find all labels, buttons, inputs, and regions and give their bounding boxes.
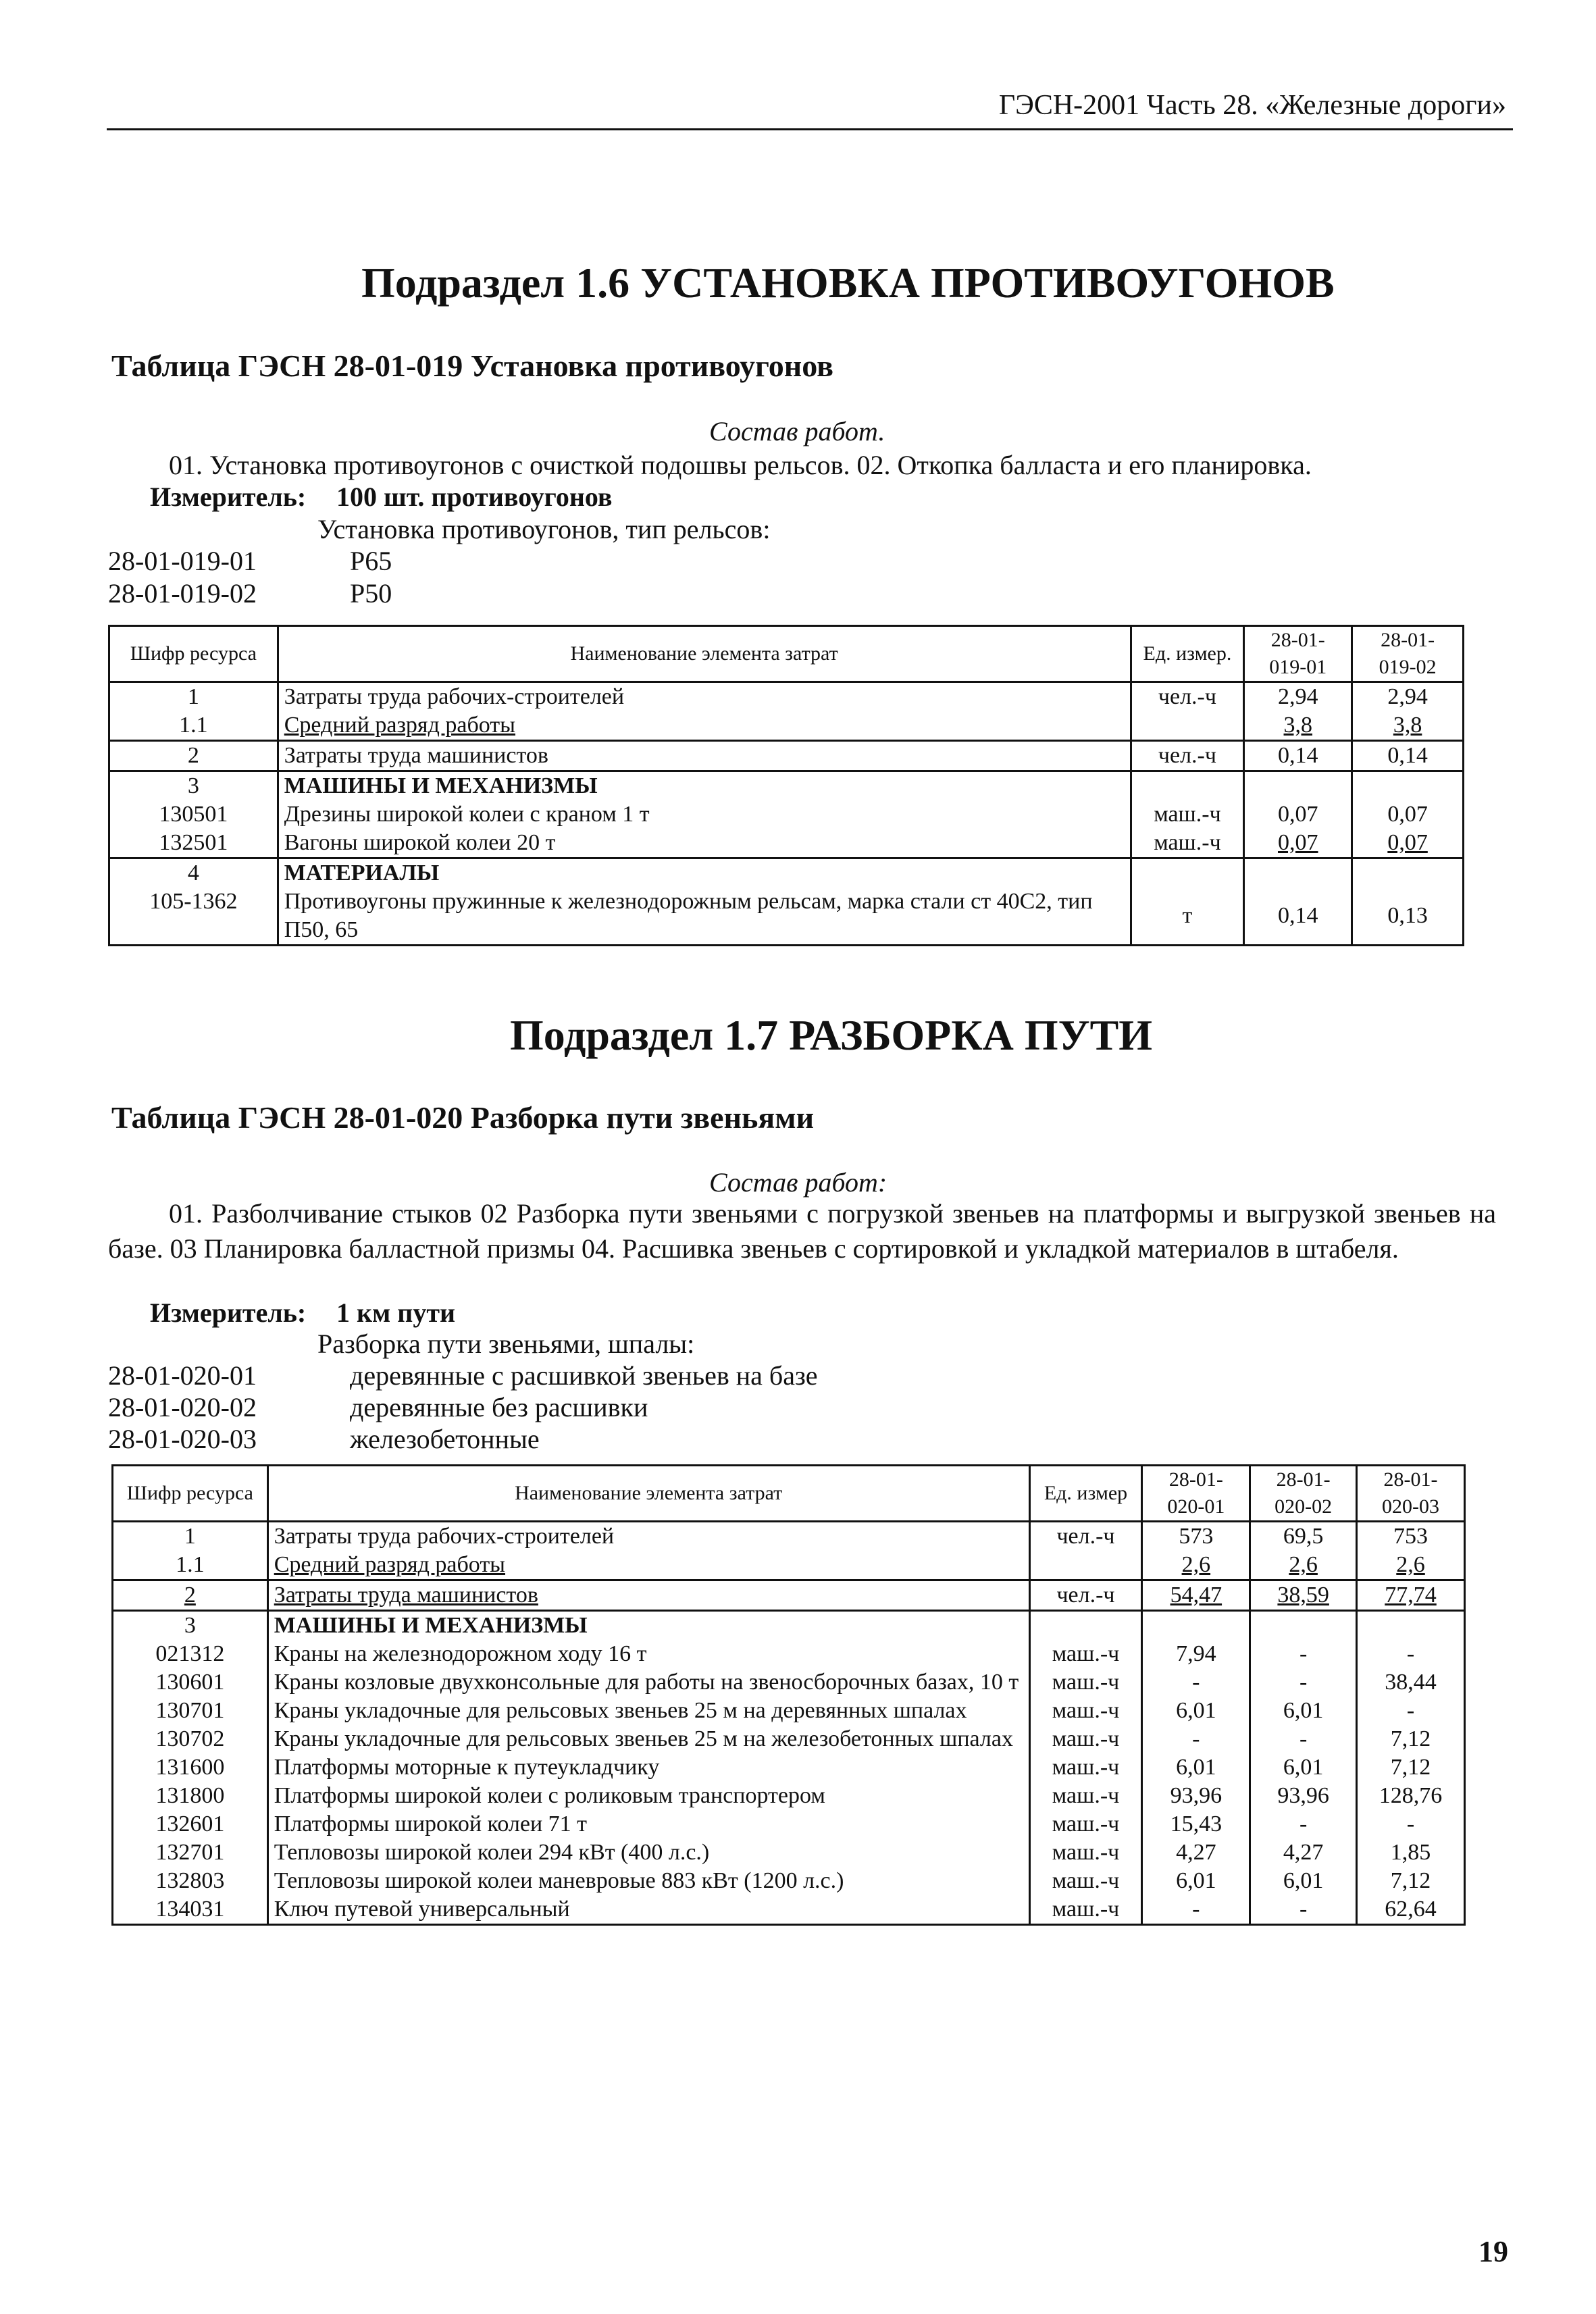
table-row bbox=[113, 1580, 1465, 1611]
cell-value: - bbox=[1142, 1725, 1250, 1753]
table-row bbox=[113, 1782, 1465, 1810]
cell-name: Затраты труда рабочих-строителей bbox=[267, 1522, 1029, 1551]
cell-value: 2,94 bbox=[1244, 682, 1352, 712]
cell-value: - bbox=[1357, 1640, 1465, 1668]
section-title: Подраздел 1.7 РАЗБОРКА ПУТИ bbox=[510, 1011, 1153, 1059]
header-col: 28-01- 019-01 bbox=[1244, 626, 1352, 682]
cell-value: 77,74 bbox=[1357, 1580, 1465, 1611]
cell-code: 1 bbox=[113, 1522, 268, 1551]
cell-unit: чел.-ч bbox=[1131, 682, 1244, 712]
cell-name: МАТЕРИАЛЫ bbox=[278, 858, 1131, 888]
cell-name: Платформы широкой колеи с роликовым транспортером bbox=[267, 1782, 1029, 1810]
table-row bbox=[113, 1551, 1465, 1580]
resource-table-019 bbox=[108, 625, 1464, 946]
table-row bbox=[109, 711, 1464, 741]
cell-name: Платформы моторные к путеукладчику bbox=[267, 1753, 1029, 1782]
header-rule bbox=[107, 128, 1513, 130]
cell-unit bbox=[1029, 1551, 1142, 1580]
table-row bbox=[113, 1668, 1465, 1697]
variant-code: 28-01-020-02 bbox=[108, 1392, 257, 1422]
cell-unit: маш.-ч bbox=[1029, 1753, 1142, 1782]
table-title: Таблица ГЭСН 28-01-020 Разборка пути звеньями bbox=[111, 1100, 815, 1135]
header-col: 28-01- 020-01 bbox=[1142, 1466, 1250, 1522]
cell-name: Затраты труда машинистов bbox=[267, 1580, 1029, 1611]
cell-name: Тепловозы широкой колеи 294 кВт (400 л.с.) bbox=[267, 1839, 1029, 1867]
measure-value: 1 км пути bbox=[336, 1297, 456, 1328]
cell-value: 6,01 bbox=[1142, 1753, 1250, 1782]
cell-value: 0,14 bbox=[1244, 741, 1352, 771]
cell-code: 134031 bbox=[113, 1895, 268, 1925]
cell-name: Платформы широкой колеи 71 т bbox=[267, 1810, 1029, 1839]
cell-unit: маш.-ч bbox=[1029, 1725, 1142, 1753]
cell-unit: маш.-ч bbox=[1029, 1668, 1142, 1697]
page-number: 19 bbox=[1478, 2235, 1508, 2268]
cell-name: Краны укладочные для рельсовых звеньев 25 м на железобетонных шпалах bbox=[267, 1725, 1029, 1753]
table-row bbox=[113, 1640, 1465, 1668]
variant-code: 28-01-019-01 bbox=[108, 546, 257, 576]
cell-name: МАШИНЫ И МЕХАНИЗМЫ bbox=[267, 1611, 1029, 1641]
variant-heading: Разборка пути звеньями, шпалы: bbox=[317, 1329, 695, 1359]
cell-value: 0,07 bbox=[1244, 800, 1352, 829]
cell-value bbox=[1357, 1611, 1465, 1641]
cell-name: Ключ путевой универсальный bbox=[267, 1895, 1029, 1925]
header-unit: Ед. измер bbox=[1029, 1466, 1142, 1522]
variant-code: 28-01-020-03 bbox=[108, 1424, 257, 1454]
cell-value: 7,12 bbox=[1357, 1725, 1465, 1753]
cell-value: - bbox=[1250, 1810, 1357, 1839]
cell-name: Вагоны широкой колеи 20 т bbox=[278, 829, 1131, 858]
cell-value: 0,07 bbox=[1244, 829, 1352, 858]
table-row bbox=[109, 858, 1464, 888]
cell-value: 3,8 bbox=[1244, 711, 1352, 741]
cell-name: Дрезины широкой колеи с краном 1 т bbox=[278, 800, 1131, 829]
header-name: Наименование элемента затрат bbox=[267, 1466, 1029, 1522]
cell-name: Затраты труда рабочих-строителей bbox=[278, 682, 1131, 712]
cell-unit: т bbox=[1131, 888, 1244, 946]
cell-code: 132701 bbox=[113, 1839, 268, 1867]
cell-value: 128,76 bbox=[1357, 1782, 1465, 1810]
cell-unit: чел.-ч bbox=[1029, 1580, 1142, 1611]
table-row bbox=[109, 829, 1464, 858]
variant-name: деревянные с расшивкой звеньев на базе bbox=[350, 1360, 818, 1391]
cell-value: 93,96 bbox=[1142, 1782, 1250, 1810]
table-row bbox=[113, 1611, 1465, 1641]
cell-name: Тепловозы широкой колеи маневровые 883 кВт (1200 л.с.) bbox=[267, 1867, 1029, 1895]
table-row bbox=[109, 741, 1464, 771]
cell-value: - bbox=[1250, 1640, 1357, 1668]
cell-value: 38,59 bbox=[1250, 1580, 1357, 1611]
cell-value bbox=[1244, 858, 1352, 888]
cell-unit: чел.-ч bbox=[1029, 1522, 1142, 1551]
cell-code: 021312 bbox=[113, 1640, 268, 1668]
cell-value bbox=[1352, 771, 1464, 801]
cell-code: 132501 bbox=[109, 829, 278, 858]
cell-code: 4 bbox=[109, 858, 278, 888]
cell-unit: маш.-ч bbox=[1131, 800, 1244, 829]
cell-code: 3 bbox=[109, 771, 278, 801]
cell-code: 1.1 bbox=[109, 711, 278, 741]
cell-code: 3 bbox=[113, 1611, 268, 1641]
cell-code: 132601 bbox=[113, 1810, 268, 1839]
cell-value bbox=[1142, 1611, 1250, 1641]
header-col: 28-01- 019-02 bbox=[1352, 626, 1464, 682]
cell-unit: маш.-ч bbox=[1029, 1782, 1142, 1810]
table-row bbox=[113, 1725, 1465, 1753]
cell-value: 6,01 bbox=[1250, 1867, 1357, 1895]
cell-value: 6,01 bbox=[1142, 1867, 1250, 1895]
variant-name: железобетонные bbox=[350, 1424, 540, 1454]
cell-unit: чел.-ч bbox=[1131, 741, 1244, 771]
resource-table-020 bbox=[111, 1464, 1466, 1926]
composition-label: Состав работ: bbox=[709, 1167, 887, 1198]
cell-code: 131800 bbox=[113, 1782, 268, 1810]
cell-value: 3,8 bbox=[1352, 711, 1464, 741]
cell-value bbox=[1352, 858, 1464, 888]
cell-value: 69,5 bbox=[1250, 1522, 1357, 1551]
cell-name: Краны козловые двухконсольные для работы на звеносборочных базах, 10 т bbox=[267, 1668, 1029, 1697]
cell-unit bbox=[1131, 858, 1244, 888]
cell-unit: маш.-ч bbox=[1029, 1839, 1142, 1867]
cell-value: - bbox=[1142, 1895, 1250, 1925]
cell-value: 0,07 bbox=[1352, 829, 1464, 858]
cell-unit bbox=[1029, 1611, 1142, 1641]
header-name: Наименование элемента затрат bbox=[278, 626, 1131, 682]
cell-value: 54,47 bbox=[1142, 1580, 1250, 1611]
table-row bbox=[113, 1522, 1465, 1551]
cell-code: 105-1362 bbox=[109, 888, 278, 946]
measure-label: Измеритель: bbox=[150, 1297, 307, 1328]
variant-name: деревянные без расшивки bbox=[350, 1392, 648, 1422]
cell-value: 7,94 bbox=[1142, 1640, 1250, 1668]
cell-value: 7,12 bbox=[1357, 1867, 1465, 1895]
variant-code: 28-01-020-01 bbox=[108, 1360, 257, 1391]
header-code: Шифр ресурса bbox=[109, 626, 278, 682]
cell-name: Краны укладочные для рельсовых звеньев 25 м на деревянных шпалах bbox=[267, 1697, 1029, 1725]
variant-code: 28-01-019-02 bbox=[108, 578, 257, 609]
cell-value: - bbox=[1250, 1895, 1357, 1925]
measure-value: 100 шт. противоугонов bbox=[336, 482, 613, 512]
table-row bbox=[109, 800, 1464, 829]
cell-value: 6,01 bbox=[1250, 1753, 1357, 1782]
cell-name: Краны на железнодорожном ходу 16 т bbox=[267, 1640, 1029, 1668]
cell-code: 1 bbox=[109, 682, 278, 712]
table-row bbox=[113, 1697, 1465, 1725]
cell-value: 93,96 bbox=[1250, 1782, 1357, 1810]
variant-heading: Установка противоугонов, тип рельсов: bbox=[317, 514, 771, 544]
cell-value: 2,6 bbox=[1250, 1551, 1357, 1580]
section-title: Подраздел 1.6 УСТАНОВКА ПРОТИВОУГОНОВ bbox=[361, 259, 1335, 307]
table-row bbox=[113, 1810, 1465, 1839]
table-title: Таблица ГЭСН 28-01-019 Установка противоугонов bbox=[111, 349, 833, 383]
cell-unit: маш.-ч bbox=[1131, 829, 1244, 858]
cell-value: - bbox=[1250, 1668, 1357, 1697]
cell-value: 15,43 bbox=[1142, 1810, 1250, 1839]
table-row bbox=[113, 1839, 1465, 1867]
cell-value: - bbox=[1250, 1725, 1357, 1753]
cell-value: 38,44 bbox=[1357, 1668, 1465, 1697]
header-col: 28-01- 020-03 bbox=[1357, 1466, 1465, 1522]
cell-value: 4,27 bbox=[1250, 1839, 1357, 1867]
cell-value: 62,64 bbox=[1357, 1895, 1465, 1925]
cell-value bbox=[1250, 1611, 1357, 1641]
cell-code: 2 bbox=[113, 1580, 268, 1611]
header-unit: Ед. измер. bbox=[1131, 626, 1244, 682]
table-row bbox=[113, 1895, 1465, 1925]
cell-value: 0,13 bbox=[1352, 888, 1464, 946]
table-row bbox=[113, 1753, 1465, 1782]
cell-value: 1,85 bbox=[1357, 1839, 1465, 1867]
composition-label: Состав работ. bbox=[709, 416, 885, 446]
cell-value: - bbox=[1357, 1697, 1465, 1725]
cell-name: Средний разряд работы bbox=[278, 711, 1131, 741]
variant-name: Р50 bbox=[350, 578, 392, 609]
cell-code: 130601 bbox=[113, 1668, 268, 1697]
cell-value: 2,6 bbox=[1142, 1551, 1250, 1580]
cell-code: 2 bbox=[109, 741, 278, 771]
composition-text: 01. Установка противоугонов с очисткой подошвы рельсов. 02. Откопка балласта и его планировка. bbox=[169, 450, 1312, 480]
cell-code: 130702 bbox=[113, 1725, 268, 1753]
cell-value: 7,12 bbox=[1357, 1753, 1465, 1782]
cell-value: 6,01 bbox=[1142, 1697, 1250, 1725]
cell-value: 753 bbox=[1357, 1522, 1465, 1551]
cell-value: 0,14 bbox=[1352, 741, 1464, 771]
cell-code: 1.1 bbox=[113, 1551, 268, 1580]
cell-unit: маш.-ч bbox=[1029, 1640, 1142, 1668]
cell-value: - bbox=[1142, 1668, 1250, 1697]
cell-unit: маш.-ч bbox=[1029, 1867, 1142, 1895]
header-code: Шифр ресурса bbox=[113, 1466, 268, 1522]
cell-value: 2,6 bbox=[1357, 1551, 1465, 1580]
table-row bbox=[109, 888, 1464, 946]
cell-value: 0,07 bbox=[1352, 800, 1464, 829]
composition-text: 01. Разболчивание стыков 02 Разборка пути звеньями с погрузкой звеньев на платформы и выгрузкой звеньев на базе. 03 Планировка балластной призмы 04. Расшивка звеньев с сортировкой и укладкой материалов в штабеля. bbox=[108, 1198, 1496, 1264]
table-row bbox=[109, 771, 1464, 801]
cell-code: 130701 bbox=[113, 1697, 268, 1725]
measure-label: Измеритель: bbox=[150, 482, 307, 512]
cell-code: 130501 bbox=[109, 800, 278, 829]
cell-name: Средний разряд работы bbox=[267, 1551, 1029, 1580]
cell-value: 0,14 bbox=[1244, 888, 1352, 946]
cell-value: 573 bbox=[1142, 1522, 1250, 1551]
cell-value: - bbox=[1357, 1810, 1465, 1839]
cell-value bbox=[1244, 771, 1352, 801]
cell-value: 4,27 bbox=[1142, 1839, 1250, 1867]
cell-code: 132803 bbox=[113, 1867, 268, 1895]
cell-value: 6,01 bbox=[1250, 1697, 1357, 1725]
cell-unit: маш.-ч bbox=[1029, 1810, 1142, 1839]
header-col: 28-01- 020-02 bbox=[1250, 1466, 1357, 1522]
table-row bbox=[109, 682, 1464, 712]
table-row bbox=[113, 1867, 1465, 1895]
cell-value: 2,94 bbox=[1352, 682, 1464, 712]
cell-unit bbox=[1131, 771, 1244, 801]
cell-unit bbox=[1131, 711, 1244, 741]
cell-unit: маш.-ч bbox=[1029, 1697, 1142, 1725]
variant-name: Р65 bbox=[350, 546, 392, 576]
cell-name: Противоугоны пружинные к железнодорожным рельсам, марка стали ст 40С2, тип П50, 65 bbox=[278, 888, 1131, 946]
cell-code: 131600 bbox=[113, 1753, 268, 1782]
cell-unit: маш.-ч bbox=[1029, 1895, 1142, 1925]
cell-name: Затраты труда машинистов bbox=[278, 741, 1131, 771]
cell-name: МАШИНЫ И МЕХАНИЗМЫ bbox=[278, 771, 1131, 801]
running-header: ГЭСН-2001 Часть 28. «Железные дороги» bbox=[998, 90, 1506, 121]
